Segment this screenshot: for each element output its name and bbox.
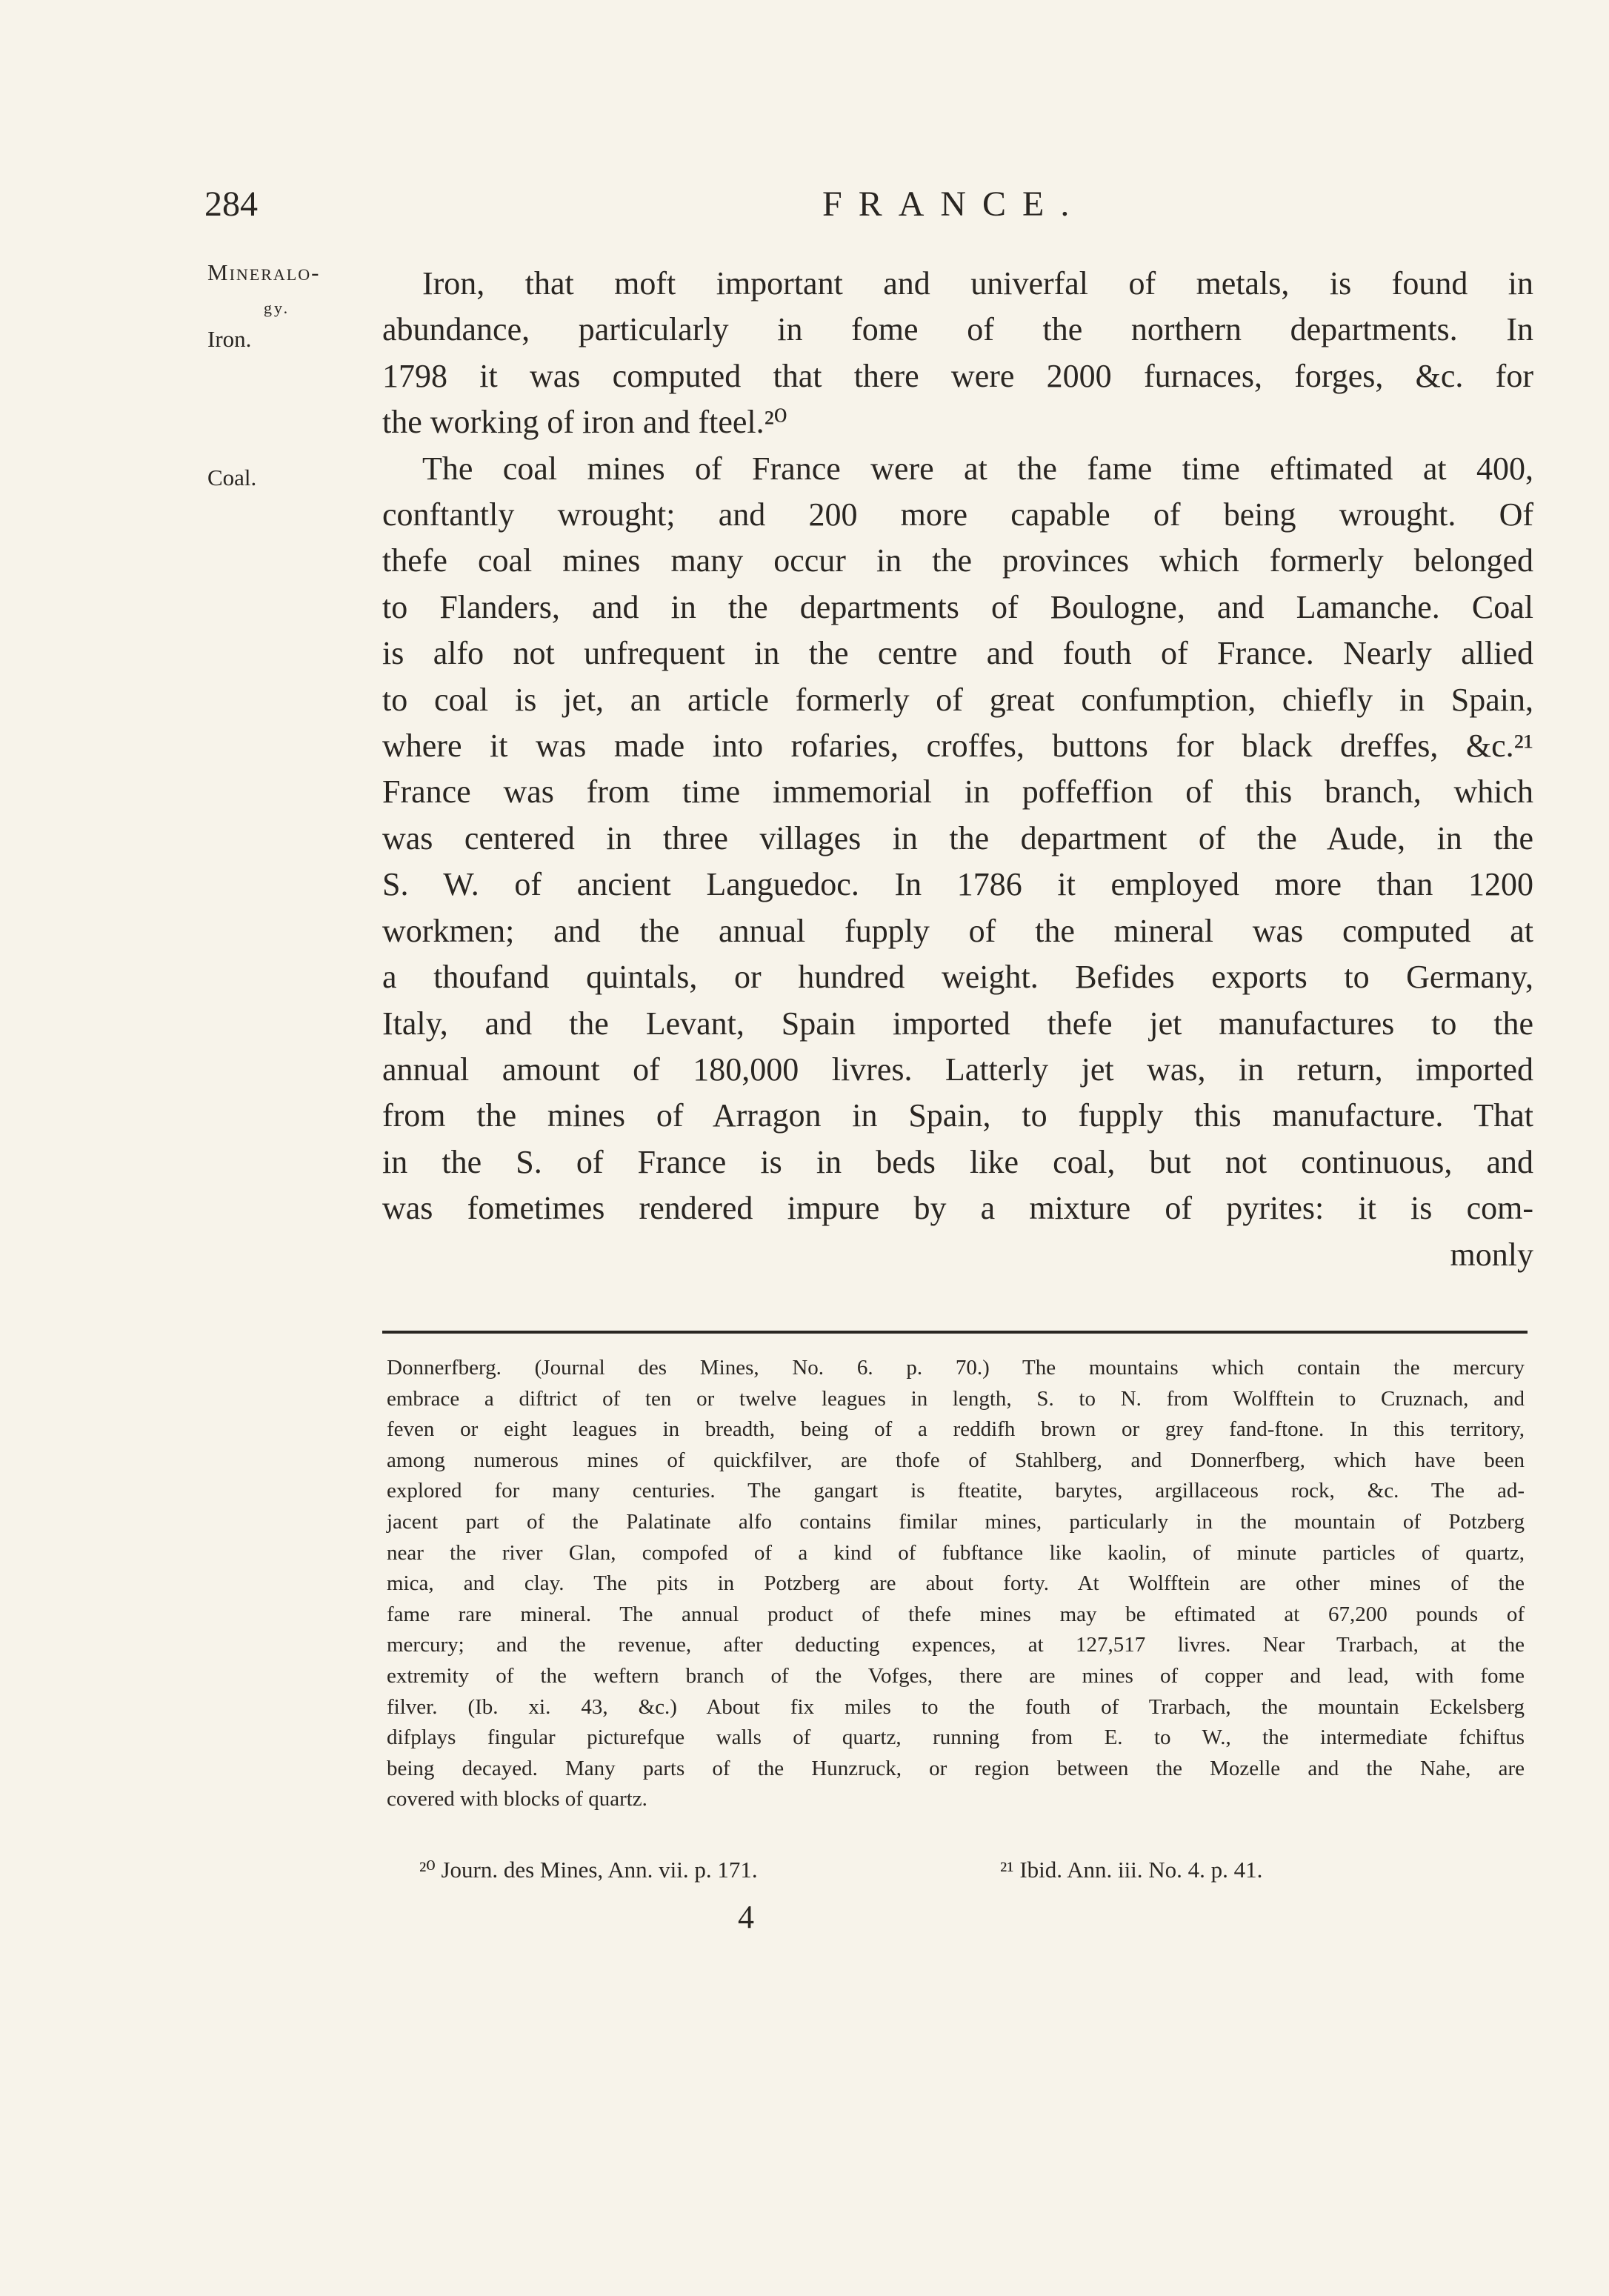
footnote-line: among numerous mines of quickfilver, are thofe of Stahlberg, and Donnerfberg, which have been [387, 1448, 1525, 1472]
footnote-line: mercury; and the revenue, after deducting expences, at 127,517 livres. Near Trarbach, at the [387, 1633, 1525, 1657]
body-line: 1798 it was computed that there were 2000 furnaces, forges, &c. for [382, 357, 1533, 394]
footnote-21: ²¹ Ibid. Ann. iii. No. 4. p. 41. [1000, 1857, 1263, 1883]
footnote-line: feven or eight leagues in breadth, being of a reddifh brown or grey fand-ftone. In this territory, [387, 1417, 1525, 1442]
margin-note-mineralogy-cont: gy. [264, 299, 290, 317]
body-line: conftantly wrought; and 200 more capable of being wrought. Of [382, 496, 1533, 533]
body-line: workmen; and the annual fupply of the mineral was computed at [382, 912, 1533, 949]
margin-note-mineralogy: Mineralo- [207, 259, 321, 285]
body-line: where it was made into rofaries, croffes, buttons for black dreffes, &c.²¹ [382, 728, 1533, 765]
footnote-line: difplays fingular picturefque walls of quartz, running from E. to W., the intermediate fchiftus [387, 1726, 1525, 1750]
footnote-line: jacent part of the Palatinate alfo contains fimilar mines, particularly in the mountain of Potzberg [387, 1509, 1525, 1534]
footnote-line: covered with blocks of quartz. [387, 1787, 647, 1811]
catchword: monly [1450, 1236, 1533, 1273]
body-line: from the mines of Arragon in Spain, to fupply this manufacture. That [382, 1097, 1533, 1134]
main-text [382, 261, 1533, 1278]
page-number: 284 [204, 184, 258, 224]
footnote-line: explored for many centuries. The gangart is fteatite, barytes, argillaceous rock, &c. The ad- [387, 1479, 1525, 1503]
body-line: abundance, particularly in fome of the northern departments. In [382, 311, 1533, 348]
body-line: in the S. of France is in beds like coal, but not continuous, and [382, 1143, 1533, 1180]
signature-mark: 4 [738, 1899, 754, 1935]
footnote-20: ²⁰ Journ. des Mines, Ann. vii. p. 171. [419, 1857, 758, 1883]
body-line: is alfo not unfrequent in the centre and fouth of France. Nearly allied [382, 635, 1533, 672]
body-line: France was from time immemorial in poffeffion of this branch, which [382, 773, 1533, 811]
footnote-line: fame rare mineral. The annual product of thefe mines may be eftimated at 67,200 pounds of [387, 1602, 1525, 1626]
footnote-line: embrace a diftrict of ten or twelve leagues in length, S. to N. from Wolfftein to Cruznach, and [387, 1386, 1525, 1411]
footnote-line: being decayed. Many parts of the Hunzruck, or region between the Mozelle and the Nahe, are [387, 1756, 1525, 1780]
body-line: to Flanders, and in the departments of Boulogne, and Lamanche. Coal [382, 588, 1533, 625]
body-line: Italy, and the Levant, Spain imported thefe jet manufactures to the [382, 1005, 1533, 1042]
footnote-line: near the river Glan, compofed of a kind of fubftance like kaolin, of minute particles of quartz, [387, 1540, 1525, 1565]
footnote-rule [382, 1331, 1528, 1334]
footnote-line: mica, and clay. The pits in Potzberg are about forty. At Wolfftein are other mines of the [387, 1571, 1525, 1596]
body-line: to coal is jet, an article formerly of great confumption, chiefly in Spain, [382, 681, 1533, 718]
body-line: a thoufand quintals, or hundred weight. Befides exports to Germany, [382, 959, 1533, 996]
body-line: was fometimes rendered impure by a mixture of pyrites: it is com- [382, 1190, 1533, 1227]
footnote-line: Donnerfberg. (Journal des Mines, No. 6. p. 70.) The mountains which contain the mercury [387, 1356, 1525, 1380]
footnote-line: filver. (Ib. xi. 43, &c.) About fix miles to the fouth of Trarbach, the mountain Eckelsberg [387, 1694, 1525, 1719]
running-head: FRANCE. [822, 184, 1086, 224]
body-line: thefe coal mines many occur in the provinces which formerly belonged [382, 542, 1533, 579]
footnote-line: extremity of the weftern branch of the Vofges, there are mines of copper and lead, with fome [387, 1663, 1525, 1688]
margin-note-iron: Iron. [207, 326, 252, 352]
body-line: the working of iron and fteel.²⁰ [382, 404, 787, 441]
body-line: The coal mines of France were at the fame time eftimated at 400, [422, 450, 1533, 487]
footnote-block [387, 1353, 1525, 1815]
body-line: annual amount of 180,000 livres. Latterly jet was, in return, imported [382, 1051, 1533, 1088]
body-line: Iron, that moft important and univerfal of metals, is found in [422, 265, 1533, 302]
body-line: S. W. of ancient Languedoc. In 1786 it employed more than 1200 [382, 866, 1533, 903]
margin-note-coal: Coal. [207, 465, 257, 490]
body-line: was centered in three villages in the department of the Aude, in the [382, 819, 1533, 856]
